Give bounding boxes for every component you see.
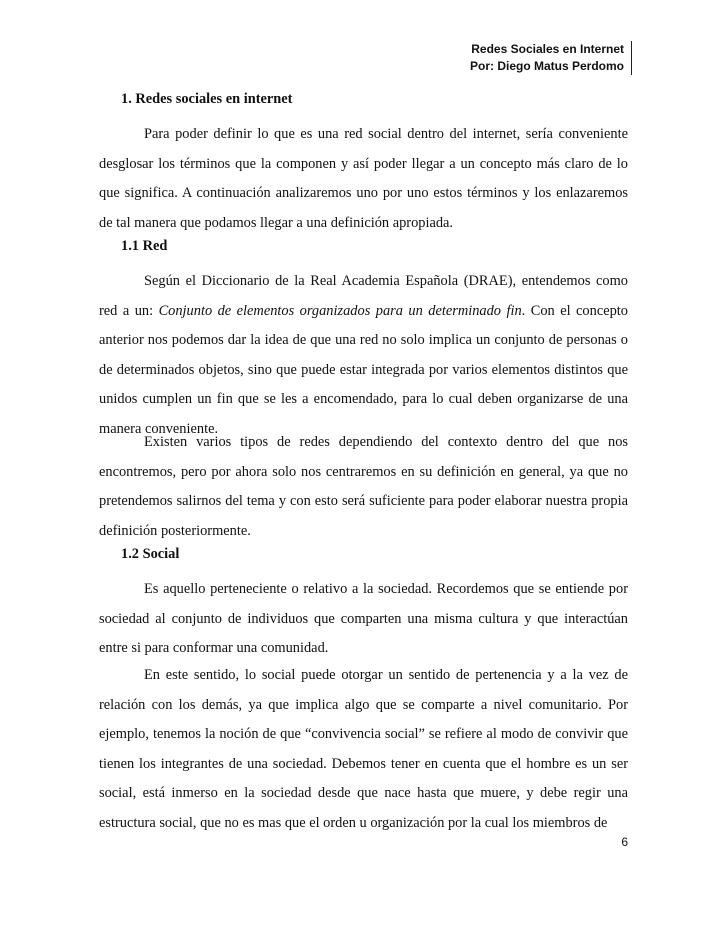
section-heading-1-1: 1.1 Red	[121, 238, 168, 254]
header-author: Por: Diego Matus Perdomo	[469, 59, 624, 73]
header-title: Redes Sociales en Internet	[471, 42, 624, 56]
section-heading-1-2: 1.2 Social	[121, 546, 180, 562]
page-number: 6	[621, 835, 628, 849]
paragraph-red-definition	[99, 267, 628, 444]
section-heading-1: 1. Redes sociales en internet	[121, 91, 293, 107]
paragraph-intro: Para poder definir lo que es una red social dentro del internet, sería conveniente desglosar los términos que la componen y así poder llegar a un concepto más claro de lo que significa. A continuación analizaremos uno por uno estos términos y los enlazaremos de tal manera que podamos llegar a una definición apropiada.	[99, 126, 628, 231]
italic-quote: Conjunto de elementos organizados para un determinado fin	[158, 302, 522, 319]
paragraph-social-sense: En este sentido, lo social puede otorgar un sentido de pertenencia y a la vez de relación con los demás, ya que implica algo que se comparte a nivel comunitario. Por ejemplo, tenemos la noción de que “convivencia social” se refiere al modo de convivir que tienen los integrantes de una sociedad. Debemos tener en cuenta que el hombre es un ser social, está inmerso en la sociedad desde que nace hasta que muere, y debe regir una estructura social, que no es mas que el orden u organización por la cual los miembros de	[99, 667, 628, 831]
text-segment: Según el Diccionario de la Real Academia Española (DRAE), entendemos como red a un:	[99, 273, 628, 319]
text-segment: . Con el concepto anterior nos podemos dar la idea de que una red no solo implica un conjunto de personas o de determinados objetos, sino que puede estar integrada por varios elementos distintos que unidos cumplen un fin que se les a encomendado, para lo cual deben organizarse de una manera conveniente.	[99, 302, 628, 437]
paragraph-red-types: Existen varios tipos de redes dependiendo del contexto dentro del que nos encontremos, pero por ahora solo nos centraremos en su definición en general, ya que no pretendemos salirnos del tema y con esto será suficiente para poder elaborar nuestra propia definición posteriormente.	[99, 434, 628, 539]
running-header	[470, 41, 632, 75]
paragraph-social-definition: Es aquello perteneciente o relativo a la sociedad. Recordemos que se entiende por sociedad al conjunto de individuos que comparten una misma cultura y que interactúan entre si para conformar una comunidad.	[99, 581, 628, 656]
